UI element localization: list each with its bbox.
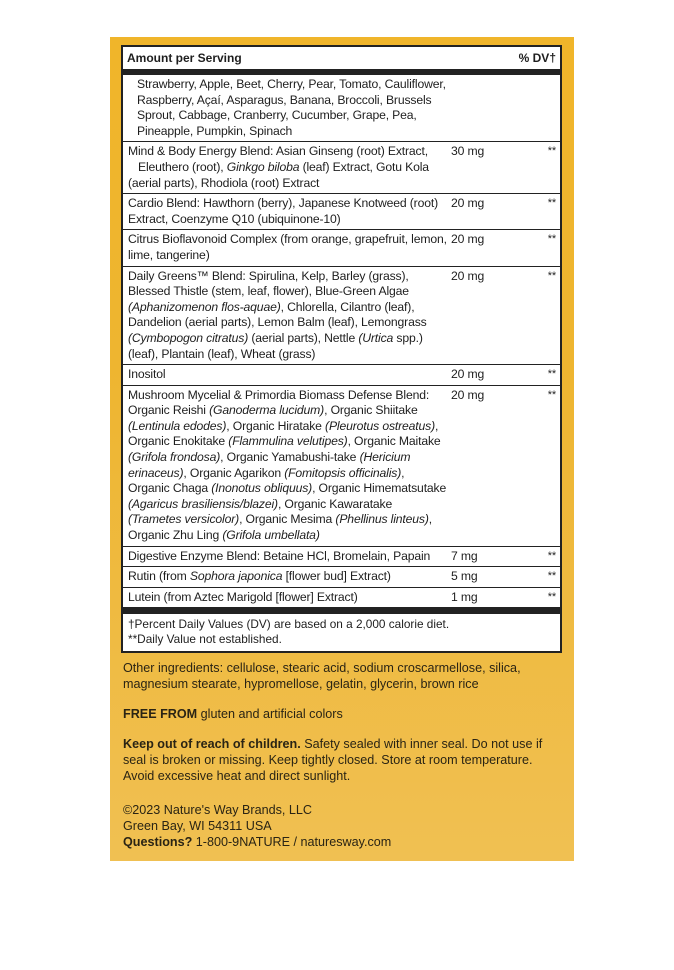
ingredient-dv: ** bbox=[547, 368, 556, 381]
free-from-label: FREE FROM bbox=[123, 707, 198, 721]
warning bbox=[123, 736, 563, 785]
footnotes bbox=[123, 614, 560, 650]
address: Green Bay, WI 54311 USA bbox=[123, 819, 272, 834]
table-row bbox=[123, 267, 560, 366]
ingredient-name: Daily Greens™ Blend: Spirulina, Kelp, Barley (grass), Blessed Thistle (stem, leaf, flower), Blue-Green Algae (Aphanizomenon flos-aquae), Chlorella, Cilantro (leaf), Dandelion (aerial parts), Lemon Balm (leaf), Lemongrass (Cymbopogon citratus) (aerial parts), Nettle (Urtica spp.) (leaf), Plantain (leaf), Wheat (grass) bbox=[128, 268, 427, 361]
ingredient-name: Cardio Blend: Hawthorn (berry), Japanese Knotweed (root) Extract, Coenzyme Q10 (ubiquinone-10) bbox=[128, 196, 438, 226]
table-row bbox=[123, 588, 560, 608]
ingredient-name: Lutein (from Aztec Marigold [flower] Extract) bbox=[128, 589, 358, 604]
ingredient-dv: ** bbox=[547, 197, 556, 210]
ingredient-amount: 30 mg bbox=[451, 144, 485, 159]
warning-label: Keep out of reach of children. bbox=[123, 737, 301, 751]
table-row bbox=[123, 194, 560, 230]
ingredient-name: Citrus Bioflavonoid Complex (from orange, grapefruit, lemon, lime, tangerine) bbox=[128, 232, 447, 262]
facts-header bbox=[123, 47, 560, 75]
ingredient-dv: ** bbox=[547, 570, 556, 583]
divider-bar bbox=[123, 607, 560, 614]
ingredient-amount: 20 mg bbox=[451, 387, 485, 402]
other-ingredients: Other ingredients: cellulose, stearic acid, sodium croscarmellose, silica, magnesium stearate, hypromellose, gelatin, glycerin, brown rice bbox=[123, 661, 521, 692]
ingredient-name: Inositol bbox=[128, 367, 166, 382]
ingredient-amount: 20 mg bbox=[451, 367, 485, 382]
ingredient-dv bbox=[531, 75, 560, 141]
questions-label: Questions? bbox=[123, 835, 193, 850]
amount-per-serving-heading: Amount per Serving bbox=[127, 51, 242, 65]
ingredient-name: Digestive Enzyme Blend: Betaine HCl, Bromelain, Papain bbox=[128, 548, 431, 563]
footnote-not-established: **Daily Value not established. bbox=[128, 632, 282, 646]
copyright: ©2023 Nature's Way Brands, LLC bbox=[123, 803, 313, 817]
table-row bbox=[123, 142, 560, 194]
ingredient-amount bbox=[451, 75, 531, 141]
table-row bbox=[123, 230, 560, 266]
free-from-text: gluten and artificial colors bbox=[200, 707, 343, 721]
warning-text: Safety sealed with inner seal. Do not use if seal is broken or missing. Keep tightly closed. Store at room temperature. Avoid excessive heat and direct sunlight. bbox=[123, 737, 543, 784]
ingredient-name: Rutin (from Sophora japonica [flower bud] Extract) bbox=[128, 569, 391, 584]
ingredient-amount: 20 mg bbox=[451, 268, 485, 283]
company-info bbox=[123, 802, 563, 851]
ingredient-amount: 20 mg bbox=[451, 196, 485, 211]
questions-contact: 1-800-9NATURE / naturesway.com bbox=[195, 835, 392, 850]
ingredient-name: Mind & Body Energy Blend: Asian Ginseng (root) Extract, Eleuthero (root), Ginkgo biloba (leaf) Extract, Gotu Kola (aerial parts), Rhodiola (root) Extract bbox=[128, 144, 429, 190]
ingredient-dv: ** bbox=[547, 388, 556, 401]
table-row bbox=[123, 567, 560, 588]
ingredient-amount: 7 mg bbox=[451, 548, 478, 563]
ingredient-dv: ** bbox=[547, 145, 556, 158]
dv-heading: % DV† bbox=[518, 51, 556, 65]
ingredient-amount: 20 mg bbox=[451, 232, 485, 247]
ingredient-name: Strawberry, Apple, Beet, Cherry, Pear, Tomato, Cauliflower, Raspberry, Açaí, Asparagus, Banana, Broccoli, Brussels Sprout, Cabbage, Cranberry, Cucumber, Grape, Pea, Pineapple, Pumpkin, Spinach bbox=[137, 77, 446, 138]
footnote-dv: †Percent Daily Values (DV) are based on a 2,000 calorie diet. bbox=[128, 617, 450, 632]
table-row bbox=[123, 365, 560, 386]
supplement-facts-table bbox=[121, 45, 562, 653]
ingredient-dv: ** bbox=[547, 233, 556, 246]
ingredient-dv: ** bbox=[547, 590, 556, 603]
free-from bbox=[123, 706, 563, 722]
ingredient-dv: ** bbox=[547, 269, 556, 282]
ingredient-name: Mushroom Mycelial & Primordia Biomass Defense Blend: Organic Reishi (Ganoderma lucidum), Organic Shiitake (Lentinula edodes), Organic Hiratake (Pleurotus ostreatus), Organic Enokitake (Flammulina velutipes), Organic Maitake (Grifola frondosa), Organic Yamabushi-take (Hericium erinaceus), Organic Agarikon (Fomitopsis officinalis), Organic Chaga (Inonotus obliquus), Organic Himematsutake (Agaricus brasiliensis/blazei), Organic Kawaratake (Trametes versicolor), Organic Mesima (Phellinus linteus), Organic Zhu Ling (Grifola umbellata) bbox=[128, 387, 447, 543]
table-row bbox=[123, 386, 560, 547]
ingredient-dv: ** bbox=[547, 549, 556, 562]
table-row bbox=[123, 75, 560, 142]
ingredient-amount: 5 mg bbox=[451, 569, 478, 584]
table-row bbox=[123, 547, 560, 568]
ingredient-amount: 1 mg bbox=[451, 589, 478, 604]
questions bbox=[123, 834, 563, 850]
